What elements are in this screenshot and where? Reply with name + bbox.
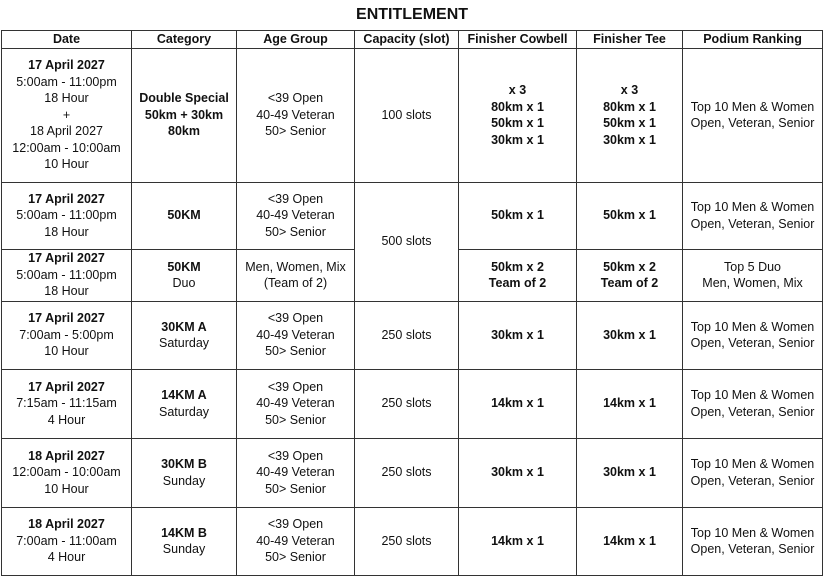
date-line: 10 Hour (44, 481, 89, 496)
age-group-line: 50> Senior (265, 224, 326, 239)
cowbell-cell (459, 48, 577, 182)
category-line: 14KM B (161, 525, 207, 540)
date-line: 18 April 2027 (30, 124, 103, 139)
page-title: ENTITLEMENT (2, 0, 823, 31)
cowbell-line: 80km x 1 (491, 99, 544, 114)
category-line: Sunday (162, 473, 206, 488)
tee-cell (577, 48, 683, 182)
age-group-cell (237, 249, 355, 301)
tee-line: 14km x 1 (603, 533, 656, 548)
category-line: Saturday (158, 404, 210, 419)
age-group-line: <39 Open (267, 311, 324, 326)
age-group-line: 50> Senior (265, 124, 326, 139)
age-group-line: <39 Open (267, 379, 324, 394)
tee-line: 50km x 2 (603, 259, 656, 274)
category-line: 50km + 30km (144, 107, 224, 122)
tee-line: x 3 (620, 83, 639, 97)
podium-line: Top 10 Men & Women (690, 388, 815, 402)
tee-cell (577, 182, 683, 249)
age-group-line: 40-49 Veteran (256, 327, 335, 342)
tee-cell (577, 507, 683, 575)
podium-line: Top 10 Men & Women (690, 457, 815, 471)
table-row (2, 301, 823, 369)
age-group-line: 50> Senior (265, 481, 326, 496)
age-group-line: <39 Open (267, 191, 324, 206)
age-group-line: 40-49 Veteran (256, 208, 335, 223)
category-line: 50KM (167, 259, 201, 274)
category-line: 50KM (167, 208, 201, 223)
date-line: 18 Hour (44, 91, 89, 106)
podium-line: Open, Veteran, Senior (690, 404, 815, 419)
category-line: 30KM A (161, 319, 207, 334)
category-line: Duo (172, 276, 196, 290)
date-cell (2, 438, 132, 507)
date-line: 12:00am - 10:00am (12, 140, 121, 155)
tee-cell (577, 438, 683, 507)
cowbell-cell (459, 438, 577, 507)
tee-line: 50km x 1 (603, 208, 656, 223)
cowbell-line: 14km x 1 (491, 533, 544, 548)
header-finisher-cowbell: Finisher Cowbell (459, 31, 577, 49)
date-line: 4 Hour (47, 550, 86, 565)
podium-line: Open, Veteran, Senior (690, 216, 815, 231)
date-line: 10 Hour (44, 157, 89, 172)
podium-line: Top 10 Men & Women (690, 200, 815, 214)
category-line: 14KM A (161, 388, 207, 402)
capacity-cell: 250 slots (355, 369, 459, 438)
header-category: Category (132, 31, 237, 49)
date-line: 7:00am - 5:00pm (19, 327, 114, 342)
date-line: 5:00am - 11:00pm (16, 74, 117, 89)
category-cell (132, 369, 237, 438)
category-line: Saturday (158, 336, 210, 350)
podium-cell (683, 507, 823, 575)
header-date: Date (2, 31, 132, 49)
podium-line: Open, Veteran, Senior (690, 542, 815, 556)
date-cell (2, 301, 132, 369)
table-row (2, 182, 823, 249)
age-group-cell (237, 182, 355, 249)
age-group-cell (237, 301, 355, 369)
tee-cell (577, 301, 683, 369)
category-cell (132, 507, 237, 575)
tee-line: 50km x 1 (603, 116, 656, 130)
date-cell (2, 507, 132, 575)
age-group-line: 50> Senior (265, 412, 326, 427)
date-line: 17 April 2027 (28, 251, 105, 266)
category-cell (132, 249, 237, 301)
cowbell-line: Team of 2 (488, 276, 547, 290)
age-group-line: <39 Open (267, 448, 324, 463)
date-line: 5:00am - 11:00pm (16, 267, 117, 282)
age-group-cell (237, 438, 355, 507)
date-line: 7:00am - 11:00am (16, 533, 117, 548)
category-cell (132, 438, 237, 507)
tee-line: 14km x 1 (603, 396, 656, 411)
header-age-group: Age Group (237, 31, 355, 49)
age-group-line: 40-49 Veteran (256, 396, 335, 411)
podium-cell (683, 301, 823, 369)
age-group-line: 50> Senior (265, 344, 326, 359)
date-line: 18 Hour (44, 284, 89, 299)
age-group-cell (237, 507, 355, 575)
podium-line: Open, Veteran, Senior (690, 336, 815, 350)
header-finisher-tee: Finisher Tee (577, 31, 683, 49)
podium-line: Men, Women, Mix (702, 276, 803, 290)
header-capacity: Capacity (slot) (355, 31, 459, 49)
podium-cell (683, 369, 823, 438)
date-cell (2, 48, 132, 182)
date-line: 12:00am - 10:00am (12, 465, 121, 480)
cowbell-cell (459, 182, 577, 249)
category-cell (132, 182, 237, 249)
age-group-line: <39 Open (267, 91, 324, 106)
table-row (2, 438, 823, 507)
age-group-line: Men, Women, Mix (245, 259, 346, 274)
category-cell (132, 301, 237, 369)
header-podium-ranking: Podium Ranking (683, 31, 823, 49)
podium-line: Top 5 Duo (724, 259, 782, 274)
tee-cell (577, 249, 683, 301)
age-group-line: (Team of 2) (263, 276, 328, 290)
date-cell (2, 249, 132, 301)
age-group-cell (237, 48, 355, 182)
date-line: 10 Hour (44, 344, 89, 359)
tee-line: 30km x 1 (603, 132, 656, 147)
podium-cell (683, 182, 823, 249)
cowbell-line: 30km x 1 (491, 465, 544, 480)
podium-cell (683, 438, 823, 507)
category-line: Double Special (139, 91, 229, 106)
cowbell-cell (459, 301, 577, 369)
tee-line: Team of 2 (600, 276, 659, 290)
category-line: Sunday (162, 542, 206, 556)
age-group-line: 50> Senior (265, 550, 326, 565)
tee-line: 80km x 1 (603, 99, 656, 114)
age-group-line: 40-49 Veteran (256, 465, 335, 480)
date-line: 17 April 2027 (28, 379, 105, 394)
capacity-cell: 500 slots (355, 182, 459, 301)
capacity-cell: 250 slots (355, 301, 459, 369)
tee-cell (577, 369, 683, 438)
entitlement-table (1, 0, 823, 576)
cowbell-line: 50km x 1 (491, 208, 544, 223)
capacity-cell: 250 slots (355, 438, 459, 507)
table-row (2, 507, 823, 575)
cowbell-line: 50km x 1 (491, 116, 544, 130)
age-group-cell (237, 369, 355, 438)
date-cell (2, 182, 132, 249)
cowbell-line: 50km x 2 (491, 259, 544, 274)
cowbell-line: 30km x 1 (491, 132, 544, 147)
cowbell-cell (459, 369, 577, 438)
capacity-cell: 100 slots (355, 48, 459, 182)
age-group-line: 40-49 Veteran (256, 107, 335, 122)
cowbell-line: 30km x 1 (491, 327, 544, 342)
podium-line: Open, Veteran, Senior (690, 116, 815, 130)
date-line: 7:15am - 11:15am (16, 396, 117, 411)
tee-line: 30km x 1 (603, 327, 656, 342)
table-row (2, 369, 823, 438)
date-line: 18 April 2027 (28, 448, 105, 463)
date-cell (2, 369, 132, 438)
category-line: 80km (168, 124, 200, 139)
date-line: 5:00am - 11:00pm (16, 208, 117, 223)
podium-cell (683, 48, 823, 182)
category-line: 30KM B (161, 457, 207, 471)
capacity-cell: 250 slots (355, 507, 459, 575)
date-line: 17 April 2027 (28, 58, 105, 73)
age-group-line: 40-49 Veteran (256, 533, 335, 548)
podium-cell (683, 249, 823, 301)
tee-line: 30km x 1 (603, 465, 656, 480)
date-line: 18 April 2027 (28, 517, 105, 532)
podium-line: Top 10 Men & Women (690, 319, 815, 334)
cowbell-line: x 3 (508, 83, 527, 97)
cowbell-cell (459, 507, 577, 575)
date-line: + (62, 107, 71, 122)
header-row (2, 31, 823, 49)
category-cell (132, 48, 237, 182)
age-group-line: <39 Open (267, 517, 324, 532)
date-line: 4 Hour (47, 412, 86, 427)
podium-line: Open, Veteran, Senior (690, 473, 815, 488)
podium-line: Top 10 Men & Women (690, 99, 815, 114)
podium-line: Top 10 Men & Women (690, 525, 815, 540)
cowbell-cell (459, 249, 577, 301)
table-row (2, 48, 823, 182)
date-line: 18 Hour (44, 224, 89, 239)
date-line: 17 April 2027 (28, 191, 105, 206)
cowbell-line: 14km x 1 (491, 396, 544, 411)
date-line: 17 April 2027 (28, 311, 105, 326)
